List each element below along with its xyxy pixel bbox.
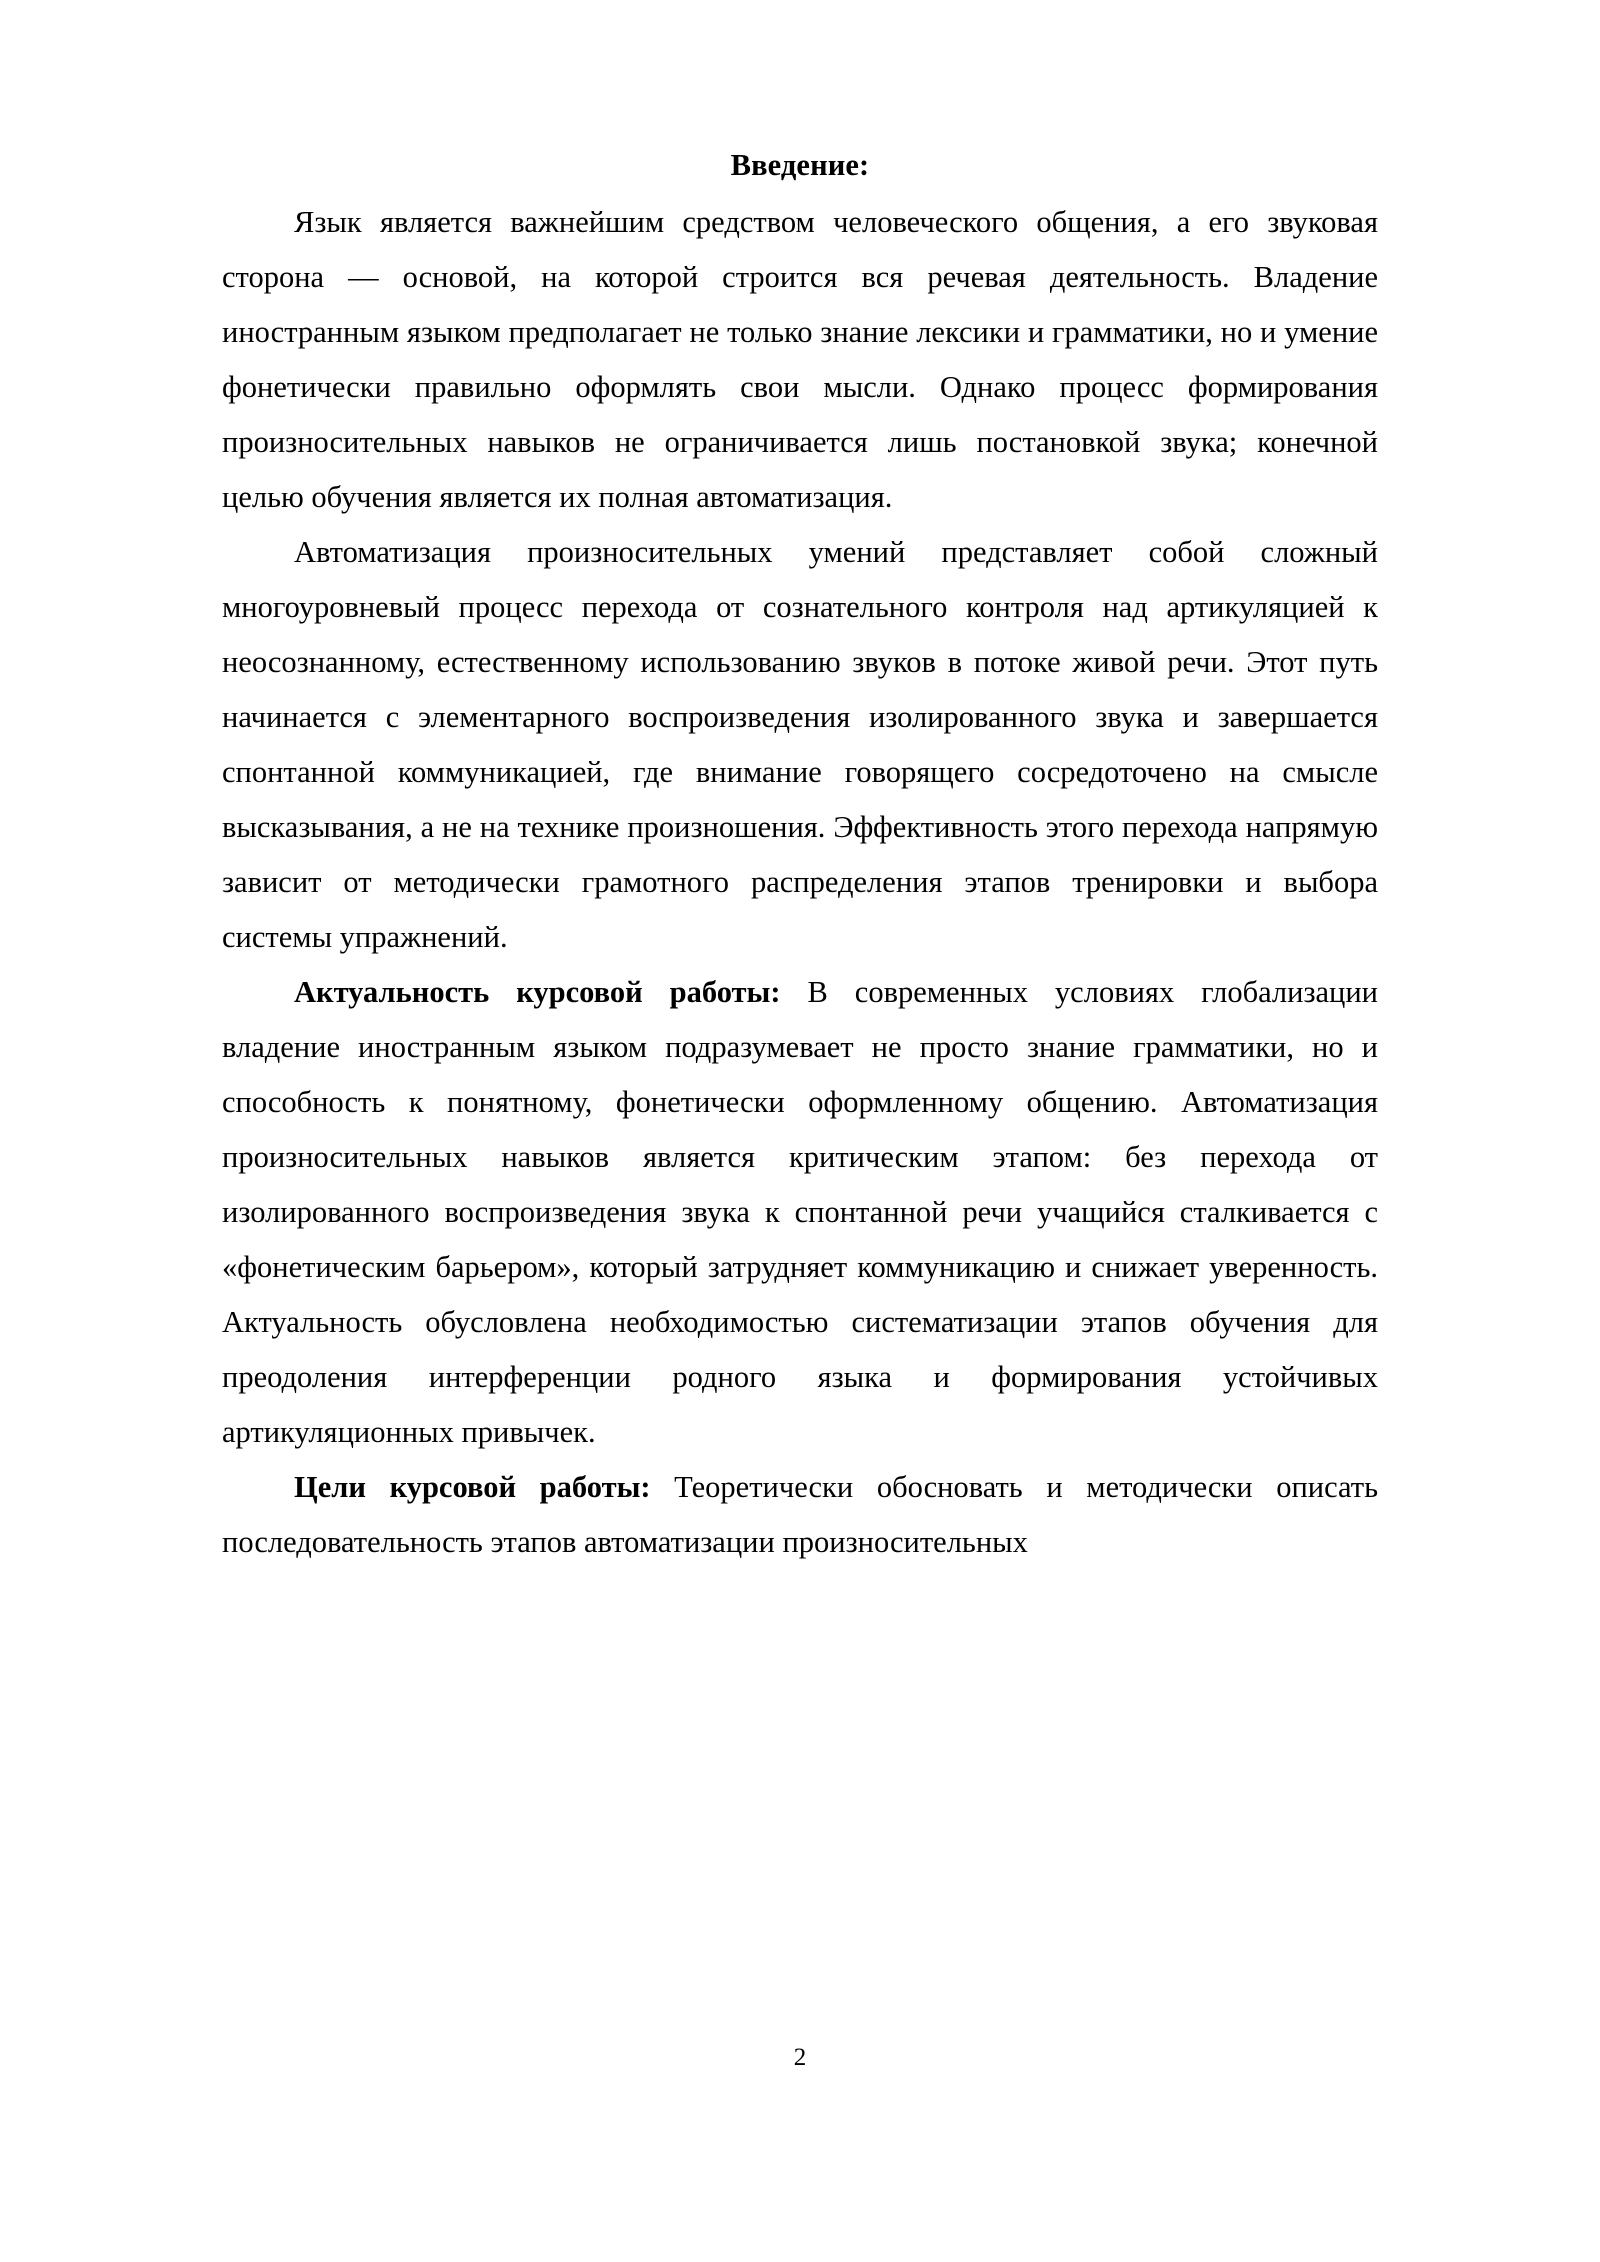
paragraph-intro-2: [222, 525, 1378, 965]
paragraph-intro-1: [222, 195, 1378, 525]
paragraph-lead: Цели курсовой работы:: [294, 1469, 651, 1504]
paragraph-text: Язык является важнейшим средством человеческого общения, а его звуковая сторона — основой, на которой строится вся речевая деятельность. Владение иностранным языком предполагает не только знание лексики и грамматики, но и умение фонетически правильно оформлять свои мысли. Однако процесс формирования произносительных навыков не ограничивается лишь постановкой звука; конечной целью обучения является их полная автоматизация.: [222, 204, 1378, 514]
paragraph-lead: Актуальность курсовой работы:: [294, 974, 781, 1009]
paragraph-goals: [222, 1460, 1378, 1570]
page-number: 2: [793, 2044, 807, 2071]
paragraph-relevance: [222, 965, 1378, 1460]
page-title: Введение:: [730, 148, 870, 182]
paragraph-text: Автоматизация произносительных умений представляет собой сложный многоуровневый процесс перехода от сознательного контроля над артикуляцией к неосознанному, естественному использованию звуков в потоке живой речи. Этот путь начинается с элементарного воспроизведения изолированного звука и завершается спонтанной коммуникацией, где внимание говорящего сосредоточено на смысле высказывания, а не на технике произношения. Эффективность этого перехода напрямую зависит от методически грамотного распределения этапов тренировки и выбора системы упражнений.: [222, 534, 1378, 954]
paragraph-text: В современных условиях глобализации владение иностранным языком подразумевает не просто знание грамматики, но и способность к понятному, фонетически оформленному общению. Автоматизация произносительных навыков является критическим этапом: без перехода от изолированного воспроизведения звука к спонтанной речи учащийся сталкивается с «фонетическим барьером», который затрудняет коммуникацию и снижает уверенность. Актуальность обусловлена необходимостью систематизации этапов обучения для преодоления интерференции родного языка и формирования устойчивых артикуляционных привычек.: [222, 974, 1379, 1449]
paragraph-text: Теоретически обосновать и методически описать последовательность этапов автоматизации произносительных: [222, 1469, 1378, 1559]
